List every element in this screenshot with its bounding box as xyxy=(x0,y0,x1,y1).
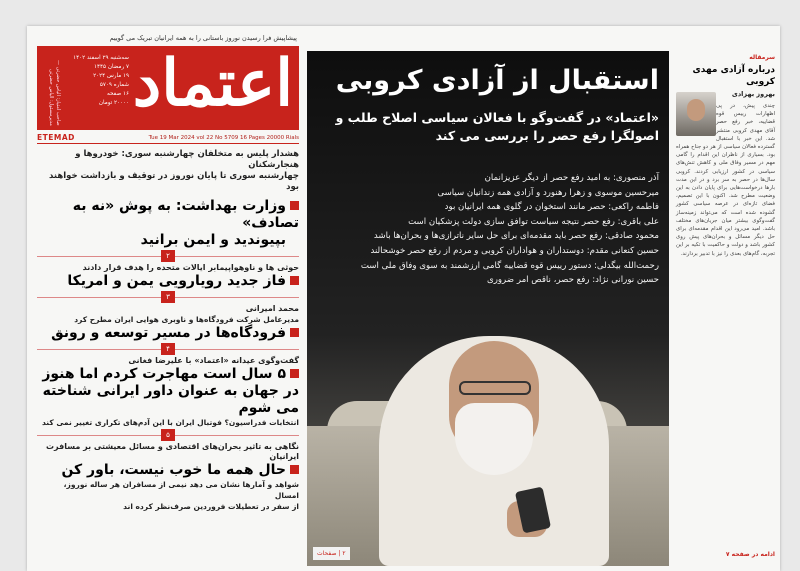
square-bullet-icon xyxy=(290,201,299,210)
issue-line: ۱۹ مارس ۲۰۲۴ xyxy=(93,73,129,79)
latin-meta: Tue 19 Mar 2024 vol 22 No 5709 16 Pages 20000 Rials xyxy=(148,134,299,141)
quote-line: رحمت‌الله بیگدلی: دستور رییس قوه قضاییه گامی ارزشمند به سوی وفاق ملی است xyxy=(360,260,659,271)
nowruz-slogan: پیشاپیش فرا رسیدن نوروز باستانی را به همه ایرانیان تبریک می گوییم xyxy=(109,34,297,42)
story-kicker: حوثی ها و ناوهواپیمابر ایالات متحده را هدف قرار دادند xyxy=(82,263,299,272)
issue-line: ۷ رمضان ۱۴۴۵ xyxy=(94,64,129,70)
story-headline: وزارت بهداشت: به پوش «نه به تصادف» xyxy=(72,198,299,231)
left-column xyxy=(37,34,299,566)
info-bar xyxy=(37,132,299,144)
quote-line: میرحسین موسوی و زهرا رهنورد و آزادی همه زندانیان سیاسی xyxy=(437,187,659,198)
story-4[interactable] xyxy=(37,304,299,342)
story-sub: بپیوندید و ایمن برانید xyxy=(140,232,286,248)
quote-line: فاطمه راکعی: حصر مانند استخوان در گلوی همه ایرانیان بود xyxy=(444,202,659,213)
lead-deck: «اعتماد» در گفت‌وگو با فعالان سیاسی اصلاح طلب و اصولگرا رفع حصر را بررسی می کند xyxy=(335,110,659,143)
separator: ۲ xyxy=(37,249,299,263)
editorial-title: درباره آزادی مهدی کروبی xyxy=(692,65,775,87)
separator: ۳ xyxy=(37,290,299,304)
story-kicker: نگاهی به تاثیر بحران‌های اقتصادی و مسائل معیشتی بر مسافرت ایرانیان xyxy=(45,442,299,461)
glasses-icon xyxy=(459,381,531,395)
square-bullet-icon xyxy=(290,369,299,378)
story-sub: انتخابات فدراسیون؟ فوتبال ایران با این آدم‌های تکراری تغییر نمی کند xyxy=(41,418,299,427)
story-6[interactable] xyxy=(37,442,299,512)
issue-line: ۲۰۰۰۰ تومان xyxy=(98,100,129,106)
editorial-author: بهروز بهزادی xyxy=(731,90,775,98)
story-headline: فاز جدید رویارویی یمن و امریکا xyxy=(37,273,299,290)
story-sub: هشدار پلیس به متخلفان چهارشنبه سوری: خودروها و هنجارشکنان xyxy=(75,149,299,170)
photo-caption: ۲ | صفحات xyxy=(313,547,350,560)
vertical-tag: صاحب امتیاز: الیاس حضرتی — مدیرمسئول: الیاس حضرتی xyxy=(48,60,61,126)
story-3[interactable] xyxy=(37,263,299,290)
newspaper-front-page xyxy=(27,26,780,571)
author-avatar xyxy=(676,92,716,136)
square-bullet-icon xyxy=(290,276,299,285)
separator: ۵ xyxy=(37,428,299,442)
quote-line: علی باقری: رفع حصر نتیجه سیاست توافق سازی دولت پزشکیان است xyxy=(408,216,659,227)
lead-headline: استقبال از آزادی کروبی xyxy=(335,65,659,96)
editorial-body: چندی پیش، در پی اظهارات رییس قوه قضاییه، خبر رفع حصر آقای مهدی کروبی منتشر شد. این خبر با استقبال گسترده فعالان سیاسی از هر دو جناح همراه بود. بسیاری از ناظران این اقدام را گامی مهم در مسیر وفاق ملی و کاهش تنش‌های سیاسی در کشور ارزیابی کردند. کروبی سال‌ها در حصر به سر برد و در این مدت بارها درخواست‌هایی برای پایان دادن به این وضعیت مطرح شد. اکنون با این تصمیم، فضای تازه‌ای در عرصه سیاسی کشور گشوده شده است که می‌تواند زمینه‌ساز گفت‌وگوی بیشتر میان جریان‌های مختلف باشد. امید می‌رود این اقدام مقدمه‌ای برای حل دیگر مسائل و بحران‌های پیش روی کشور باشد و دولت و حاکمیت با تکیه بر این تجربه، گام‌های بعدی را نیز با تدبیر بردارند. xyxy=(676,103,775,257)
story-sub: شواهد و آمارها نشان می دهد نیمی از مسافران هر ساله نوروز، امسال xyxy=(63,480,299,500)
editorial-column[interactable] xyxy=(672,51,780,566)
story-sub: مدیرعامل شرکت فرودگاه‌ها و ناوبری هوایی ایران مطرح کرد xyxy=(74,315,299,324)
story-kicker: گفت‌وگوی عیدانه «اعتماد» با علیرضا فغانی xyxy=(128,356,299,365)
story-5[interactable] xyxy=(37,356,299,428)
editorial-label: سرمقاله xyxy=(749,54,775,61)
quote-line: حسین نورانی نژاد: رفع حصر، ناقص امر ضروری xyxy=(487,275,659,286)
story-headline: ۵ سال است مهاجرت کردم اما هنوز در جهان به عنوان داور ایرانی شناخته می شوم xyxy=(42,366,299,416)
masthead xyxy=(37,46,299,130)
issue-line: ۱۶ صفحه xyxy=(107,91,129,97)
continue-link[interactable]: ادامه در صفحه ۷ xyxy=(725,551,775,558)
newspaper-logo: اعتماد xyxy=(132,46,293,121)
story-kicker: محمد امیرانی xyxy=(245,304,299,313)
separator: ۴ xyxy=(37,342,299,356)
story-headline: حال همه ما خوب نیست، باور کن xyxy=(37,462,299,479)
quote-line: محمود صادقی: رفع حصر باید مقدمه‌ای برای حل سایر ناترازی‌ها و بحران‌ها باشد xyxy=(373,231,659,242)
story-sub: از سفر در تعطیلات فروردین صرف‌نظر کرده اند xyxy=(123,502,299,511)
story-2[interactable] xyxy=(37,198,299,249)
story-headline: فرودگاه‌ها در مسیر توسعه و رونق xyxy=(37,325,299,342)
square-bullet-icon xyxy=(290,328,299,337)
square-bullet-icon xyxy=(290,465,299,474)
story-sub: چهارشنبه سوری تا پایان نوروز در توقیف و بازداشت خواهند بود xyxy=(48,171,299,192)
lead-story[interactable] xyxy=(307,51,669,566)
issue-line: شماره ۵۷۰۹ xyxy=(99,82,129,88)
quote-line: آذر منصوری: به امید رفع حصر از دیگر عزیزانمان xyxy=(484,173,659,183)
story-1[interactable] xyxy=(37,149,299,193)
latin-name: ETEMAD xyxy=(37,133,75,142)
issue-line: سه‌شنبه ۲۹ اسفند ۱۴۰۲ xyxy=(73,55,129,61)
quote-line: حسین کنعانی مقدم: دوستداران و هواداران کروبی و مردم از رفع حصر خوشحالند xyxy=(370,245,659,256)
issue-info xyxy=(67,54,129,108)
lead-quotes xyxy=(359,171,659,288)
